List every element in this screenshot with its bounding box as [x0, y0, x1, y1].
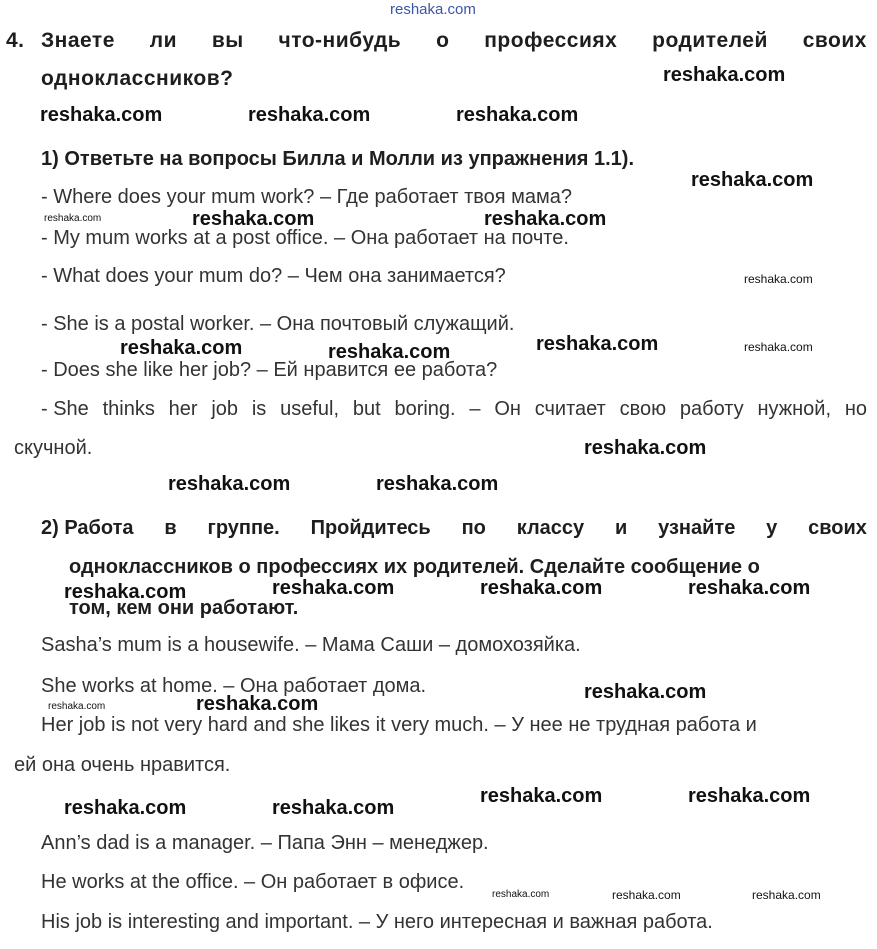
watermark: reshaka.com: [691, 169, 814, 191]
title-word: ли: [149, 29, 177, 52]
report-line-cont: ей она очень нравится.: [14, 754, 231, 776]
task-number: 4.: [6, 29, 25, 52]
watermark-small: reshaka.com: [612, 888, 681, 902]
word: Он: [494, 398, 521, 420]
heading-word: классу: [516, 517, 585, 539]
dialogue-line: - She is a postal worker. – Она почтовый служащий.: [41, 313, 515, 335]
watermark-small: reshaka.com: [44, 213, 102, 224]
watermark-small: reshaka.com: [752, 888, 821, 902]
title-word: профессиях: [484, 29, 618, 52]
watermark: reshaka.com: [480, 577, 603, 599]
word: boring.: [394, 398, 456, 420]
part2-heading: [41, 517, 867, 540]
watermark: reshaka.com: [663, 64, 786, 86]
report-line: Ann’s dad is a manager. – Папа Энн – менеджер.: [41, 832, 489, 854]
title-word: своих: [802, 29, 867, 52]
title-word: о: [436, 29, 450, 52]
word: но: [844, 398, 867, 420]
watermark: reshaka.com: [64, 797, 187, 819]
watermark-small: reshaka.com: [744, 340, 813, 354]
watermark: reshaka.com: [64, 581, 187, 603]
report-line: She works at home. – Она работает дома.: [41, 675, 427, 697]
heading-word: Пройдитесь: [310, 517, 431, 539]
watermark-top: reshaka.com: [390, 1, 476, 18]
word: but: [352, 398, 381, 420]
word: useful,: [280, 398, 340, 420]
word: - She: [41, 398, 89, 420]
part1-heading: 1) Ответьте на вопросы Билла и Молли из упражнения 1.1).: [41, 148, 634, 170]
watermark: reshaka.com: [584, 437, 707, 459]
word: is: [251, 398, 267, 420]
word: thinks: [102, 398, 155, 420]
report-line: Sasha’s mum is a housewife. – Мама Саши – домохозяйка.: [41, 634, 581, 656]
watermark: reshaka.com: [272, 797, 395, 819]
watermark-small: reshaka.com: [744, 272, 813, 286]
part2-heading-line2: одноклассников о профессиях их родителей. Сделайте сообщение о: [69, 556, 760, 578]
dialogue-line: - Does she like her job? – Ей нравится ее работа?: [41, 359, 498, 381]
task-title: [41, 29, 867, 53]
dialogue-line: - My mum works at a post office. – Она работает на почте.: [41, 227, 569, 249]
heading-word: 2) Работа: [41, 517, 134, 539]
word: her: [168, 398, 198, 420]
word: нужной,: [757, 398, 832, 420]
dialogue-line: - Where does your mum work? – Где работает твоя мама?: [41, 186, 573, 208]
watermark: reshaka.com: [196, 693, 319, 715]
heading-word: в: [164, 517, 177, 539]
watermark: reshaka.com: [688, 577, 811, 599]
heading-word: узнайте: [658, 517, 736, 539]
word: job: [211, 398, 239, 420]
watermark: reshaka.com: [376, 473, 499, 495]
watermark: reshaka.com: [40, 104, 163, 126]
dialogue-line-cont: скучной.: [14, 437, 93, 459]
watermark: reshaka.com: [584, 681, 707, 703]
dialogue-line: - What does your mum do? – Чем она занимается?: [41, 265, 506, 287]
heading-word: у: [766, 517, 778, 539]
watermark: reshaka.com: [168, 473, 291, 495]
watermark: reshaka.com: [272, 577, 395, 599]
report-line: He works at the office. – Он работает в офисе.: [41, 871, 465, 893]
title-word: Знаете: [41, 29, 115, 52]
word: работу: [679, 398, 744, 420]
heading-word: своих: [808, 517, 867, 539]
watermark: reshaka.com: [480, 785, 603, 807]
watermark: reshaka.com: [484, 208, 607, 230]
part2-heading-line3: том, кем они работают.: [69, 597, 299, 619]
title-word: что-нибудь: [278, 29, 402, 52]
watermark: reshaka.com: [688, 785, 811, 807]
watermark: reshaka.com: [248, 104, 371, 126]
task-title-line2: одноклассников?: [41, 67, 234, 90]
heading-word: по: [461, 517, 486, 539]
watermark: reshaka.com: [328, 341, 451, 363]
watermark: reshaka.com: [456, 104, 579, 126]
heading-word: группе.: [207, 517, 280, 539]
watermark-small: reshaka.com: [48, 701, 106, 712]
word: –: [469, 398, 481, 420]
report-line: Her job is not very hard and she likes it very much. – У нее не трудная работа и: [41, 714, 757, 736]
heading-word: и: [614, 517, 628, 539]
watermark-small: reshaka.com: [492, 889, 550, 900]
title-word: вы: [211, 29, 244, 52]
word: свою: [619, 398, 667, 420]
watermark: reshaka.com: [192, 208, 315, 230]
watermark: reshaka.com: [120, 337, 243, 359]
word: считает: [534, 398, 606, 420]
dialogue-line-long: [41, 398, 867, 421]
watermark: reshaka.com: [536, 333, 659, 355]
title-word: родителей: [652, 29, 768, 52]
report-line: His job is interesting and important. – У него интересная и важная работа.: [41, 911, 713, 933]
